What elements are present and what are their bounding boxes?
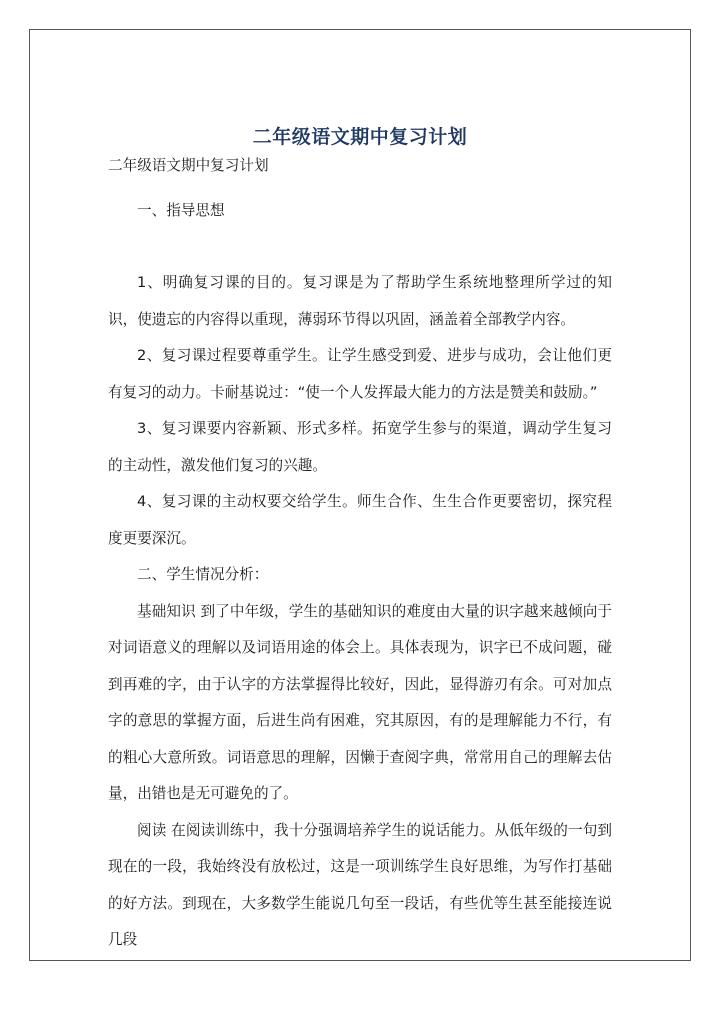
document-body [108, 148, 612, 959]
paragraph-reading: 阅读 在阅读训练中，我十分强调培养学生的说话能力。从低年级的一句到现在的一段，我始终没有放松过，这是一项训练学生良好思维，为写作打基础的好方法。到现在，大多数学生能说几句至一段话，有些优等生甚至能接连说几段 [108, 821, 612, 948]
document-subtitle: 二年级语文期中复习计划 [108, 157, 269, 174]
point-3: 3、复习课要内容新颖、形式多样。拓宽学生参与的渠道，调动学生复习的主动性，激发他们复习的兴趣。 [108, 420, 612, 474]
section-heading-guiding-ideology: 一、指导思想 [137, 201, 225, 219]
point-4: 4、复习课的主动权要交给学生。师生合作、生生合作更要密切，探究程度更要深沉。 [108, 493, 612, 547]
document-title: 二年级语文期中复习计划 [252, 126, 468, 148]
point-2: 2、复习课过程要尊重学生。让学生感受到爱、进步与成功，会让他们更有复习的动力。卡耐基说过：“使一个人发挥最大能力的方法是赞美和鼓励。” [108, 347, 612, 401]
point-1: 1、明确复习课的目的。复习课是为了帮助学生系统地整理所学过的知识，使遗忘的内容得以重现，薄弱环节得以巩固，涵盖着全部教学内容。 [108, 274, 612, 328]
section-heading-student-analysis: 二、学生情况分析： [137, 566, 269, 583]
paragraph-basic-knowledge: 基础知识 到了中年级，学生的基础知识的难度由大量的识字越来越倾向于对词语意义的理解以及词语用途的体会上。具体表现为，识字已不成问题，碰到再难的字，由于认字的方法掌握得比较好，因此，显得游刃有余。可对加点字的意思的掌握方面，后进生尚有困难，究其原因，有的是理解能力不行，有的粗心大意所致。词语意思的理解，因懒于查阅字典，常常用自己的理解去估量，出错也是无可避免的了。 [108, 602, 612, 802]
